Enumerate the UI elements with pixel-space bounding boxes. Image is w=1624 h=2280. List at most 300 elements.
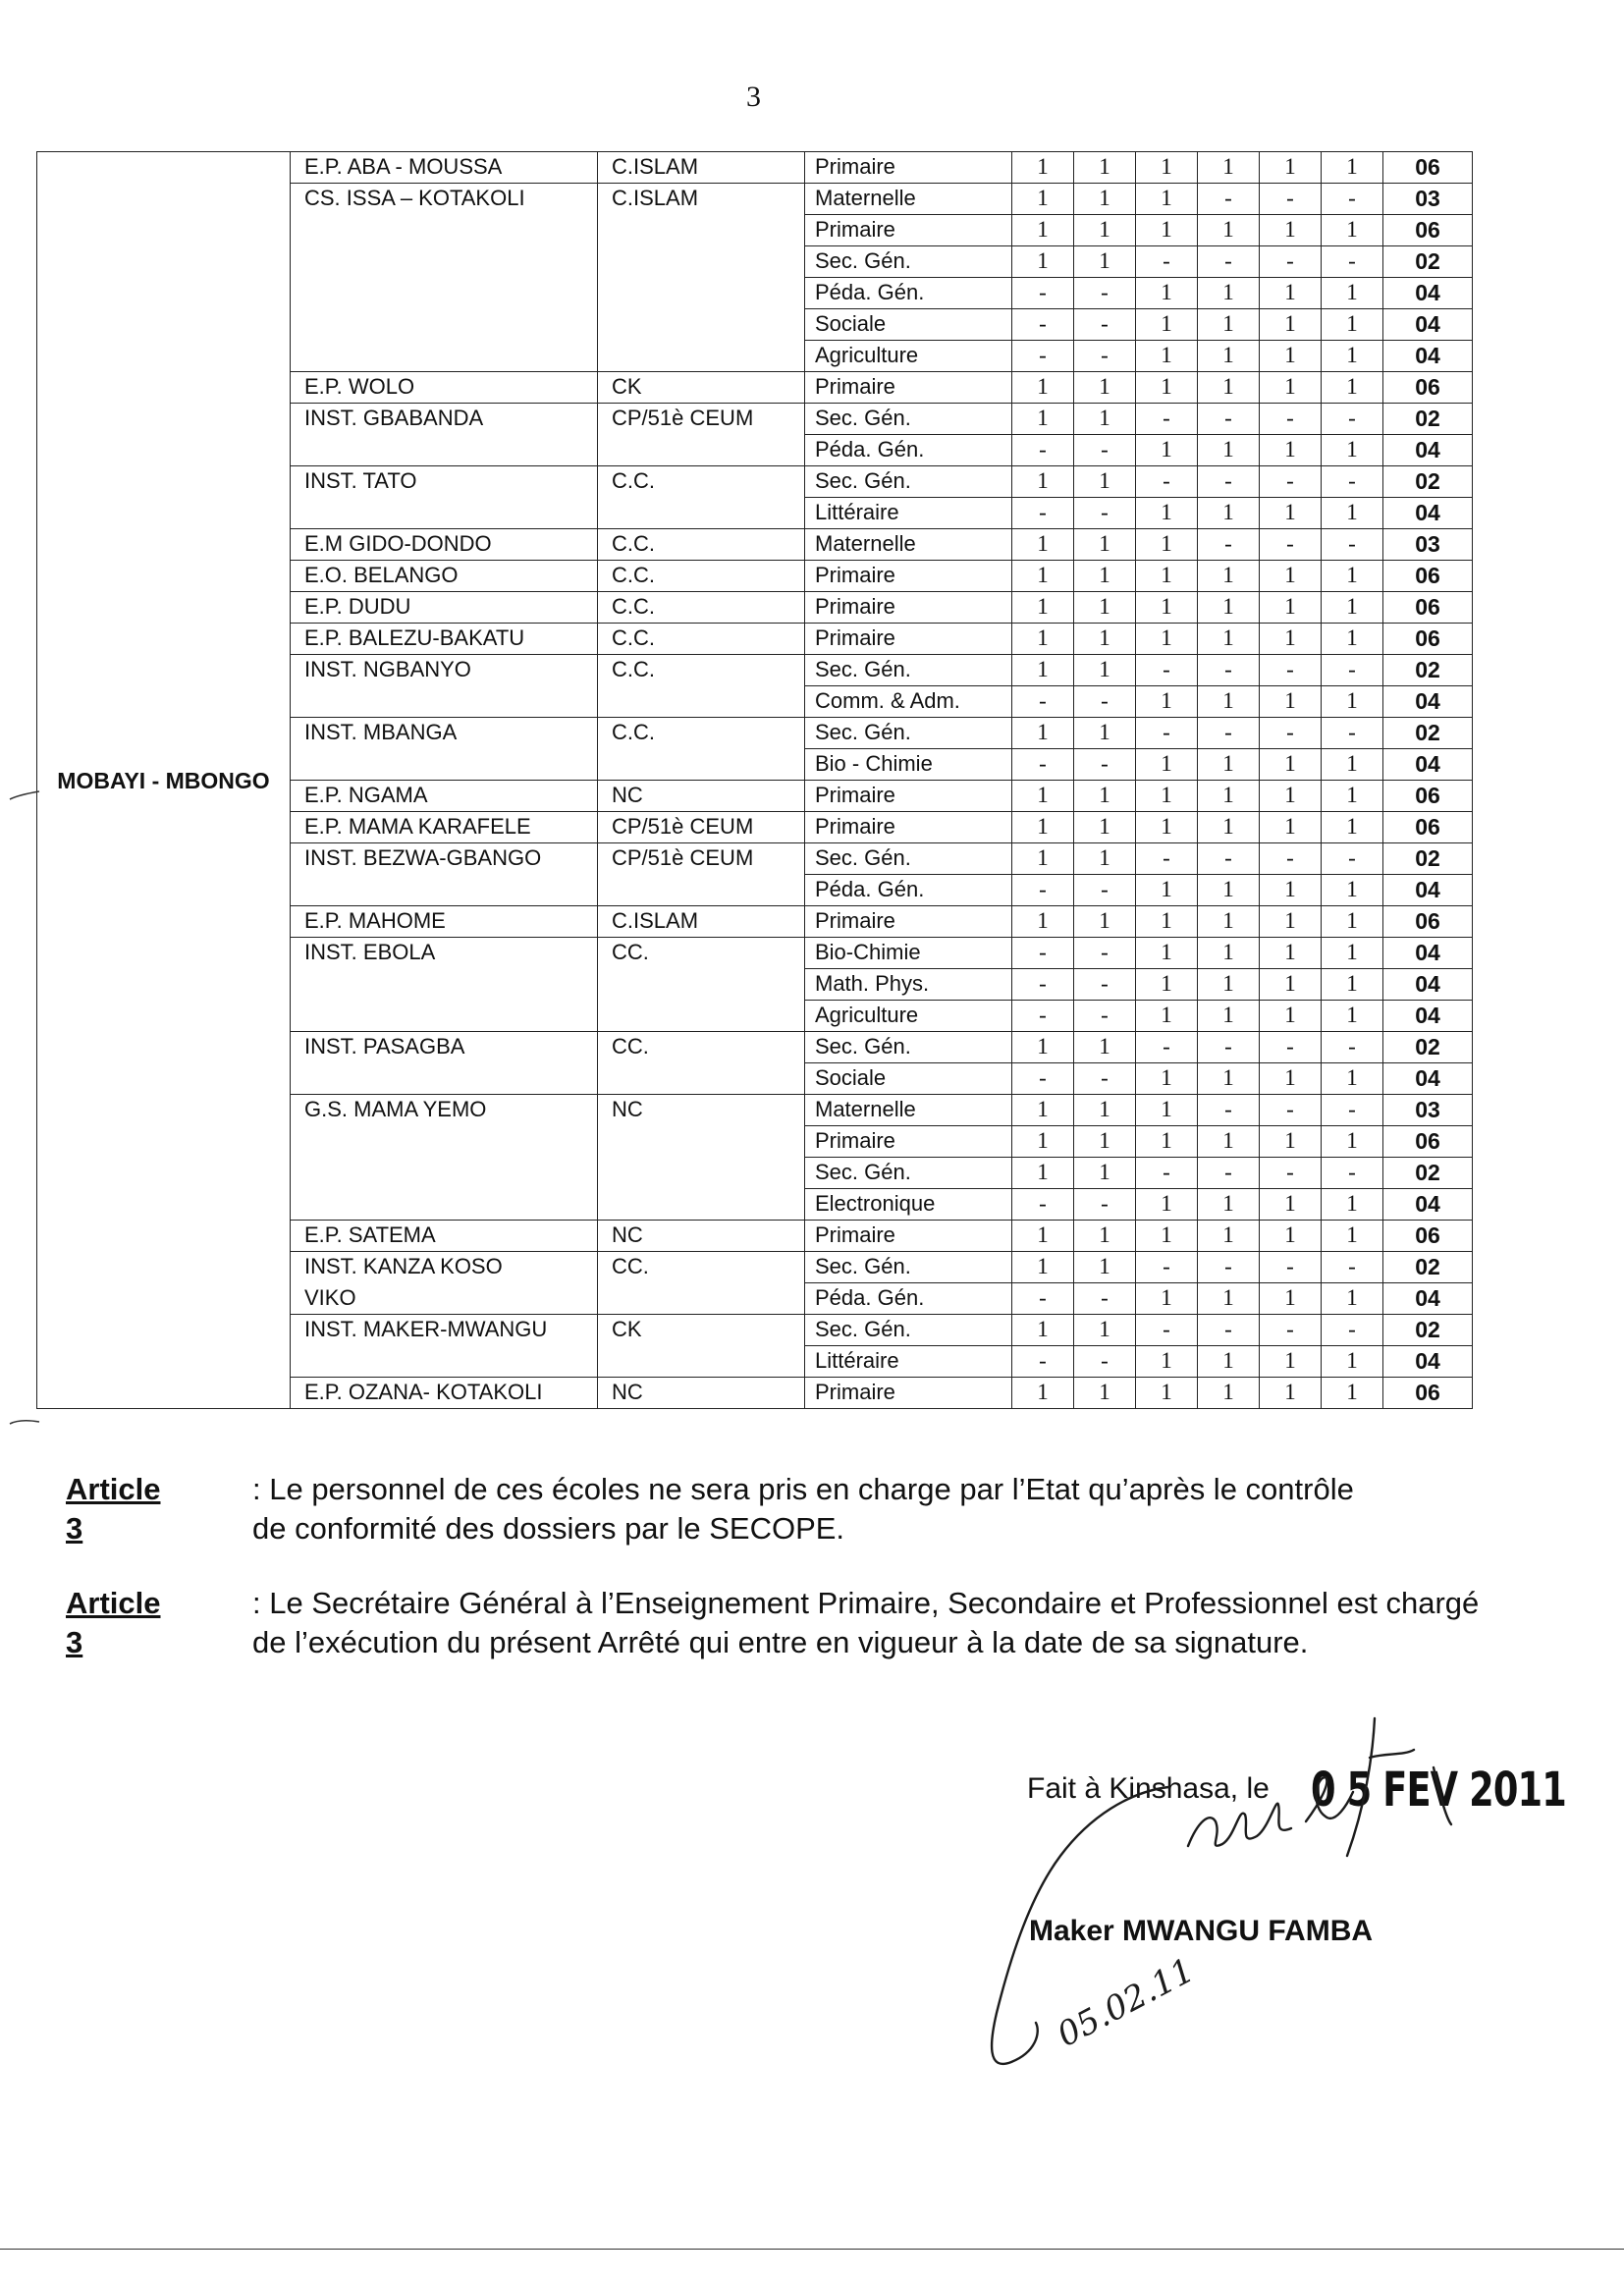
class-count-cell: 1: [1012, 529, 1074, 561]
class-count-cell: 1: [1198, 435, 1260, 466]
class-count-cell: 1: [1012, 404, 1074, 435]
class-count-cell: 1: [1260, 1126, 1322, 1158]
class-count-cell: 1: [1322, 561, 1383, 592]
school-type-cell: [598, 309, 805, 341]
class-count-cell: -: [1074, 309, 1136, 341]
total-cell: 04: [1383, 341, 1473, 372]
class-count-cell: 1: [1260, 781, 1322, 812]
class-count-cell: 1: [1260, 1001, 1322, 1032]
school-type-cell: C.C.: [598, 529, 805, 561]
class-count-cell: -: [1074, 749, 1136, 781]
school-type-cell: [598, 435, 805, 466]
option-cell: Primaire: [805, 1126, 1012, 1158]
school-type-cell: [598, 1001, 805, 1032]
class-count-cell: 1: [1136, 1189, 1198, 1221]
option-cell: Maternelle: [805, 529, 1012, 561]
class-count-cell: 1: [1260, 875, 1322, 906]
class-count-cell: 1: [1136, 1063, 1198, 1095]
school-name-cell: [291, 969, 598, 1001]
class-count-cell: 1: [1198, 1378, 1260, 1409]
class-count-cell: 1: [1260, 749, 1322, 781]
total-cell: 02: [1383, 655, 1473, 686]
school-name-cell: E.P. MAHOME: [291, 906, 598, 938]
total-cell: 02: [1383, 843, 1473, 875]
class-count-cell: -: [1322, 404, 1383, 435]
margin-mark: [6, 786, 45, 805]
total-cell: 02: [1383, 718, 1473, 749]
option-cell: Sec. Gén.: [805, 1032, 1012, 1063]
class-count-cell: 1: [1322, 309, 1383, 341]
total-cell: 02: [1383, 1315, 1473, 1346]
class-count-cell: 1: [1136, 561, 1198, 592]
class-count-cell: 1: [1322, 152, 1383, 184]
class-count-cell: 1: [1322, 1063, 1383, 1095]
school-name-cell: [291, 246, 598, 278]
class-count-cell: 1: [1322, 749, 1383, 781]
school-type-cell: [598, 1158, 805, 1189]
class-count-cell: -: [1012, 1063, 1074, 1095]
school-name-cell: E.M GIDO-DONDO: [291, 529, 598, 561]
option-cell: Sec. Gén.: [805, 843, 1012, 875]
class-count-cell: 1: [1198, 686, 1260, 718]
total-cell: 02: [1383, 404, 1473, 435]
total-cell: 04: [1383, 969, 1473, 1001]
school-table-body: [37, 152, 1473, 1409]
class-count-cell: 1: [1198, 624, 1260, 655]
total-cell: 04: [1383, 938, 1473, 969]
total-cell: 04: [1383, 1189, 1473, 1221]
school-type-cell: [598, 1346, 805, 1378]
class-count-cell: -: [1198, 529, 1260, 561]
total-cell: 06: [1383, 1378, 1473, 1409]
class-count-cell: 1: [1012, 655, 1074, 686]
school-name-cell: E.P. SATEMA: [291, 1221, 598, 1252]
class-count-cell: 1: [1012, 843, 1074, 875]
option-cell: Sec. Gén.: [805, 466, 1012, 498]
class-count-cell: 1: [1322, 1001, 1383, 1032]
class-count-cell: -: [1074, 875, 1136, 906]
class-count-cell: -: [1012, 278, 1074, 309]
class-count-cell: 1: [1198, 969, 1260, 1001]
class-count-cell: -: [1198, 655, 1260, 686]
class-count-cell: -: [1012, 341, 1074, 372]
school-type-cell: CC.: [598, 1252, 805, 1283]
school-type-cell: NC: [598, 781, 805, 812]
class-count-cell: 1: [1198, 278, 1260, 309]
class-count-cell: 1: [1074, 1158, 1136, 1189]
class-count-cell: 1: [1074, 781, 1136, 812]
total-cell: 04: [1383, 498, 1473, 529]
class-count-cell: -: [1074, 341, 1136, 372]
class-count-cell: 1: [1198, 1063, 1260, 1095]
option-cell: Primaire: [805, 812, 1012, 843]
class-count-cell: -: [1136, 246, 1198, 278]
class-count-cell: 1: [1074, 1315, 1136, 1346]
class-count-cell: 1: [1322, 1189, 1383, 1221]
school-name-cell: [291, 1001, 598, 1032]
school-name-cell: INST. MAKER-MWANGU: [291, 1315, 598, 1346]
school-name-cell: [291, 686, 598, 718]
class-count-cell: 1: [1260, 1221, 1322, 1252]
class-count-cell: -: [1260, 184, 1322, 215]
option-cell: Primaire: [805, 1378, 1012, 1409]
school-type-cell: [598, 278, 805, 309]
class-count-cell: 1: [1074, 246, 1136, 278]
class-count-cell: 1: [1012, 624, 1074, 655]
page-number: 3: [746, 81, 761, 113]
class-count-cell: -: [1322, 246, 1383, 278]
class-count-cell: 1: [1136, 215, 1198, 246]
class-count-cell: 1: [1198, 1346, 1260, 1378]
option-cell: Bio - Chimie: [805, 749, 1012, 781]
school-type-cell: CP/51è CEUM: [598, 843, 805, 875]
class-count-cell: -: [1074, 278, 1136, 309]
school-type-cell: [598, 341, 805, 372]
class-count-cell: 1: [1136, 906, 1198, 938]
class-count-cell: 1: [1198, 1189, 1260, 1221]
class-count-cell: 1: [1260, 152, 1322, 184]
total-cell: 04: [1383, 1346, 1473, 1378]
school-type-cell: CC.: [598, 1032, 805, 1063]
school-name-cell: G.S. MAMA YEMO: [291, 1095, 598, 1126]
school-name-cell: INST. EBOLA: [291, 938, 598, 969]
school-type-cell: NC: [598, 1378, 805, 1409]
option-cell: Primaire: [805, 624, 1012, 655]
class-count-cell: 1: [1322, 372, 1383, 404]
total-cell: 04: [1383, 686, 1473, 718]
class-count-cell: 1: [1074, 592, 1136, 624]
class-count-cell: -: [1074, 435, 1136, 466]
class-count-cell: -: [1074, 969, 1136, 1001]
total-cell: 06: [1383, 1221, 1473, 1252]
class-count-cell: 1: [1260, 309, 1322, 341]
class-count-cell: 1: [1322, 781, 1383, 812]
school-type-cell: [598, 246, 805, 278]
class-count-cell: 1: [1260, 372, 1322, 404]
option-cell: Primaire: [805, 906, 1012, 938]
school-table: [36, 151, 1473, 1409]
school-type-cell: C.C.: [598, 561, 805, 592]
option-cell: Péda. Gén.: [805, 1283, 1012, 1315]
school-name-cell: [291, 1346, 598, 1378]
class-count-cell: -: [1322, 1032, 1383, 1063]
class-count-cell: 1: [1198, 341, 1260, 372]
class-count-cell: -: [1260, 1032, 1322, 1063]
total-cell: 02: [1383, 466, 1473, 498]
class-count-cell: -: [1074, 1283, 1136, 1315]
school-name-cell: INST. NGBANYO: [291, 655, 598, 686]
total-cell: 06: [1383, 1126, 1473, 1158]
class-count-cell: -: [1074, 1346, 1136, 1378]
school-name-cell: E.O. BELANGO: [291, 561, 598, 592]
class-count-cell: 1: [1136, 435, 1198, 466]
class-count-cell: -: [1198, 184, 1260, 215]
class-count-cell: -: [1260, 1315, 1322, 1346]
option-cell: Comm. & Adm.: [805, 686, 1012, 718]
class-count-cell: -: [1322, 1158, 1383, 1189]
class-count-cell: 1: [1012, 184, 1074, 215]
total-cell: 03: [1383, 529, 1473, 561]
class-count-cell: 1: [1074, 404, 1136, 435]
class-count-cell: 1: [1198, 1221, 1260, 1252]
total-cell: 03: [1383, 1095, 1473, 1126]
class-count-cell: 1: [1074, 466, 1136, 498]
class-count-cell: 1: [1322, 435, 1383, 466]
option-cell: Sec. Gén.: [805, 404, 1012, 435]
district-cell: MOBAYI - MBONGO: [37, 152, 291, 1409]
class-count-cell: -: [1074, 938, 1136, 969]
class-count-cell: 1: [1260, 498, 1322, 529]
total-cell: 06: [1383, 812, 1473, 843]
school-type-cell: CP/51è CEUM: [598, 812, 805, 843]
class-count-cell: 1: [1012, 812, 1074, 843]
option-cell: Péda. Gén.: [805, 278, 1012, 309]
class-count-cell: -: [1074, 1063, 1136, 1095]
class-count-cell: 1: [1322, 1346, 1383, 1378]
total-cell: 06: [1383, 906, 1473, 938]
class-count-cell: 1: [1012, 152, 1074, 184]
option-cell: Sec. Gén.: [805, 1315, 1012, 1346]
class-count-cell: 1: [1198, 1001, 1260, 1032]
class-count-cell: 1: [1322, 278, 1383, 309]
class-count-cell: 1: [1260, 686, 1322, 718]
class-count-cell: -: [1012, 875, 1074, 906]
class-count-cell: -: [1198, 246, 1260, 278]
class-count-cell: 1: [1198, 781, 1260, 812]
total-cell: 06: [1383, 624, 1473, 655]
class-count-cell: 1: [1074, 529, 1136, 561]
class-count-cell: -: [1322, 1095, 1383, 1126]
class-count-cell: -: [1322, 718, 1383, 749]
class-count-cell: 1: [1198, 812, 1260, 843]
school-name-cell: [291, 498, 598, 529]
class-count-cell: 1: [1074, 1221, 1136, 1252]
school-name-cell: E.P. DUDU: [291, 592, 598, 624]
handwritten-signature: [982, 1699, 1492, 2150]
class-count-cell: 1: [1198, 309, 1260, 341]
class-count-cell: 1: [1012, 781, 1074, 812]
option-cell: Bio-Chimie: [805, 938, 1012, 969]
school-type-cell: [598, 875, 805, 906]
class-count-cell: 1: [1136, 686, 1198, 718]
class-count-cell: 1: [1136, 1346, 1198, 1378]
class-count-cell: -: [1198, 466, 1260, 498]
class-count-cell: 1: [1012, 1315, 1074, 1346]
class-count-cell: 1: [1260, 592, 1322, 624]
class-count-cell: -: [1198, 718, 1260, 749]
total-cell: 04: [1383, 1283, 1473, 1315]
total-cell: 06: [1383, 372, 1473, 404]
class-count-cell: -: [1074, 1001, 1136, 1032]
school-type-cell: C.ISLAM: [598, 184, 805, 215]
article-label: Article 3: [66, 1472, 161, 1546]
class-count-cell: -: [1198, 1032, 1260, 1063]
option-cell: Primaire: [805, 372, 1012, 404]
class-count-cell: -: [1136, 655, 1198, 686]
school-type-cell: [598, 686, 805, 718]
school-type-cell: [598, 969, 805, 1001]
class-count-cell: 1: [1260, 812, 1322, 843]
school-name-cell: INST. PASAGBA: [291, 1032, 598, 1063]
school-type-cell: C.C.: [598, 592, 805, 624]
option-cell: Péda. Gén.: [805, 875, 1012, 906]
class-count-cell: -: [1136, 1315, 1198, 1346]
total-cell: 04: [1383, 435, 1473, 466]
class-count-cell: -: [1012, 435, 1074, 466]
school-type-cell: NC: [598, 1095, 805, 1126]
school-name-cell: [291, 1126, 598, 1158]
class-count-cell: 1: [1198, 372, 1260, 404]
class-count-cell: 1: [1322, 812, 1383, 843]
class-count-cell: -: [1260, 718, 1322, 749]
class-count-cell: 1: [1260, 1283, 1322, 1315]
option-cell: Sec. Gén.: [805, 718, 1012, 749]
class-count-cell: 1: [1012, 215, 1074, 246]
school-name-cell: [291, 749, 598, 781]
class-count-cell: 1: [1260, 624, 1322, 655]
option-cell: Math. Phys.: [805, 969, 1012, 1001]
option-cell: Péda. Gén.: [805, 435, 1012, 466]
school-type-cell: CK: [598, 372, 805, 404]
total-cell: 04: [1383, 278, 1473, 309]
school-name-cell: E.P. MAMA KARAFELE: [291, 812, 598, 843]
class-count-cell: -: [1260, 843, 1322, 875]
class-count-cell: 1: [1012, 1378, 1074, 1409]
class-count-cell: -: [1012, 309, 1074, 341]
total-cell: 06: [1383, 781, 1473, 812]
class-count-cell: -: [1322, 1315, 1383, 1346]
school-type-cell: [598, 1189, 805, 1221]
class-count-cell: 1: [1322, 498, 1383, 529]
class-count-cell: 1: [1136, 1126, 1198, 1158]
class-count-cell: 1: [1322, 341, 1383, 372]
class-count-cell: -: [1322, 529, 1383, 561]
school-name-cell: E.P. OZANA- KOTAKOLI: [291, 1378, 598, 1409]
option-cell: Littéraire: [805, 1346, 1012, 1378]
class-count-cell: 1: [1074, 812, 1136, 843]
class-count-cell: 1: [1012, 1126, 1074, 1158]
class-count-cell: 1: [1136, 938, 1198, 969]
class-count-cell: 1: [1012, 246, 1074, 278]
class-count-cell: -: [1136, 1032, 1198, 1063]
date-stamp: 0 5 FEV 2011: [1311, 1763, 1566, 1818]
class-count-cell: 1: [1074, 1126, 1136, 1158]
class-count-cell: 1: [1260, 1189, 1322, 1221]
class-count-cell: -: [1322, 655, 1383, 686]
class-count-cell: -: [1260, 466, 1322, 498]
class-count-cell: 1: [1322, 686, 1383, 718]
option-cell: Electronique: [805, 1189, 1012, 1221]
school-type-cell: [598, 215, 805, 246]
class-count-cell: 1: [1136, 1001, 1198, 1032]
class-count-cell: 1: [1074, 215, 1136, 246]
class-count-cell: 1: [1074, 1378, 1136, 1409]
class-count-cell: 1: [1012, 718, 1074, 749]
class-count-cell: -: [1074, 686, 1136, 718]
school-type-cell: [598, 1126, 805, 1158]
signature-stroke: [1188, 1804, 1291, 1846]
handwritten-date: 05.02.11: [1051, 1950, 1201, 2055]
class-count-cell: -: [1012, 1283, 1074, 1315]
option-cell: Primaire: [805, 215, 1012, 246]
signature-stroke: [1434, 1767, 1451, 1824]
option-cell: Primaire: [805, 1221, 1012, 1252]
class-count-cell: 1: [1136, 749, 1198, 781]
total-cell: 02: [1383, 246, 1473, 278]
class-count-cell: -: [1198, 843, 1260, 875]
option-cell: Sec. Gén.: [805, 1158, 1012, 1189]
table-row: [37, 152, 1473, 184]
option-cell: Agriculture: [805, 1001, 1012, 1032]
article-label: Article 3: [66, 1586, 161, 1659]
class-count-cell: 1: [1074, 184, 1136, 215]
class-count-cell: 1: [1260, 906, 1322, 938]
school-name-cell: [291, 278, 598, 309]
school-type-cell: [598, 1283, 805, 1315]
class-count-cell: -: [1322, 466, 1383, 498]
class-count-cell: 1: [1136, 592, 1198, 624]
option-cell: Maternelle: [805, 184, 1012, 215]
class-count-cell: 1: [1136, 184, 1198, 215]
class-count-cell: -: [1012, 969, 1074, 1001]
school-name-cell: [291, 215, 598, 246]
school-name-cell: INST. KANZA KOSO: [291, 1252, 598, 1283]
option-cell: Maternelle: [805, 1095, 1012, 1126]
school-name-cell: [291, 1189, 598, 1221]
class-count-cell: 1: [1136, 372, 1198, 404]
class-count-cell: 1: [1012, 592, 1074, 624]
class-count-cell: 1: [1322, 969, 1383, 1001]
class-count-cell: 1: [1322, 592, 1383, 624]
school-name-cell: E.P. ABA - MOUSSA: [291, 152, 598, 184]
class-count-cell: 1: [1136, 309, 1198, 341]
class-count-cell: 1: [1012, 561, 1074, 592]
option-cell: Littéraire: [805, 498, 1012, 529]
class-count-cell: -: [1074, 498, 1136, 529]
class-count-cell: -: [1322, 1252, 1383, 1283]
class-count-cell: 1: [1136, 781, 1198, 812]
school-name-cell: INST. MBANGA: [291, 718, 598, 749]
class-count-cell: 1: [1198, 1126, 1260, 1158]
total-cell: 06: [1383, 561, 1473, 592]
class-count-cell: -: [1012, 938, 1074, 969]
school-type-cell: CC.: [598, 938, 805, 969]
class-count-cell: -: [1260, 655, 1322, 686]
class-count-cell: -: [1012, 1346, 1074, 1378]
school-name-cell: [291, 435, 598, 466]
class-count-cell: 1: [1260, 435, 1322, 466]
class-count-cell: 1: [1136, 812, 1198, 843]
class-count-cell: 1: [1260, 215, 1322, 246]
article-text: : Le Secrétaire Général à l’Enseignement Primaire, Secondaire et Professionnel est chargé de l’exécution du présent Arrêté qui entre en vigueur à la date de sa signature.: [252, 1586, 1480, 1659]
class-count-cell: 1: [1136, 969, 1198, 1001]
signer-name: Maker MWANGU FAMBA: [1029, 1915, 1374, 1947]
class-count-cell: 1: [1322, 906, 1383, 938]
school-name-cell: INST. TATO: [291, 466, 598, 498]
class-count-cell: -: [1260, 404, 1322, 435]
class-count-cell: -: [1012, 749, 1074, 781]
class-count-cell: 1: [1074, 718, 1136, 749]
school-name-cell: E.P. NGAMA: [291, 781, 598, 812]
class-count-cell: 1: [1198, 498, 1260, 529]
school-name-cell: INST. GBABANDA: [291, 404, 598, 435]
class-count-cell: 1: [1136, 152, 1198, 184]
school-name-cell: [291, 1158, 598, 1189]
class-count-cell: -: [1198, 1315, 1260, 1346]
school-name-cell: [291, 341, 598, 372]
class-count-cell: 1: [1012, 1252, 1074, 1283]
class-count-cell: 1: [1012, 1158, 1074, 1189]
